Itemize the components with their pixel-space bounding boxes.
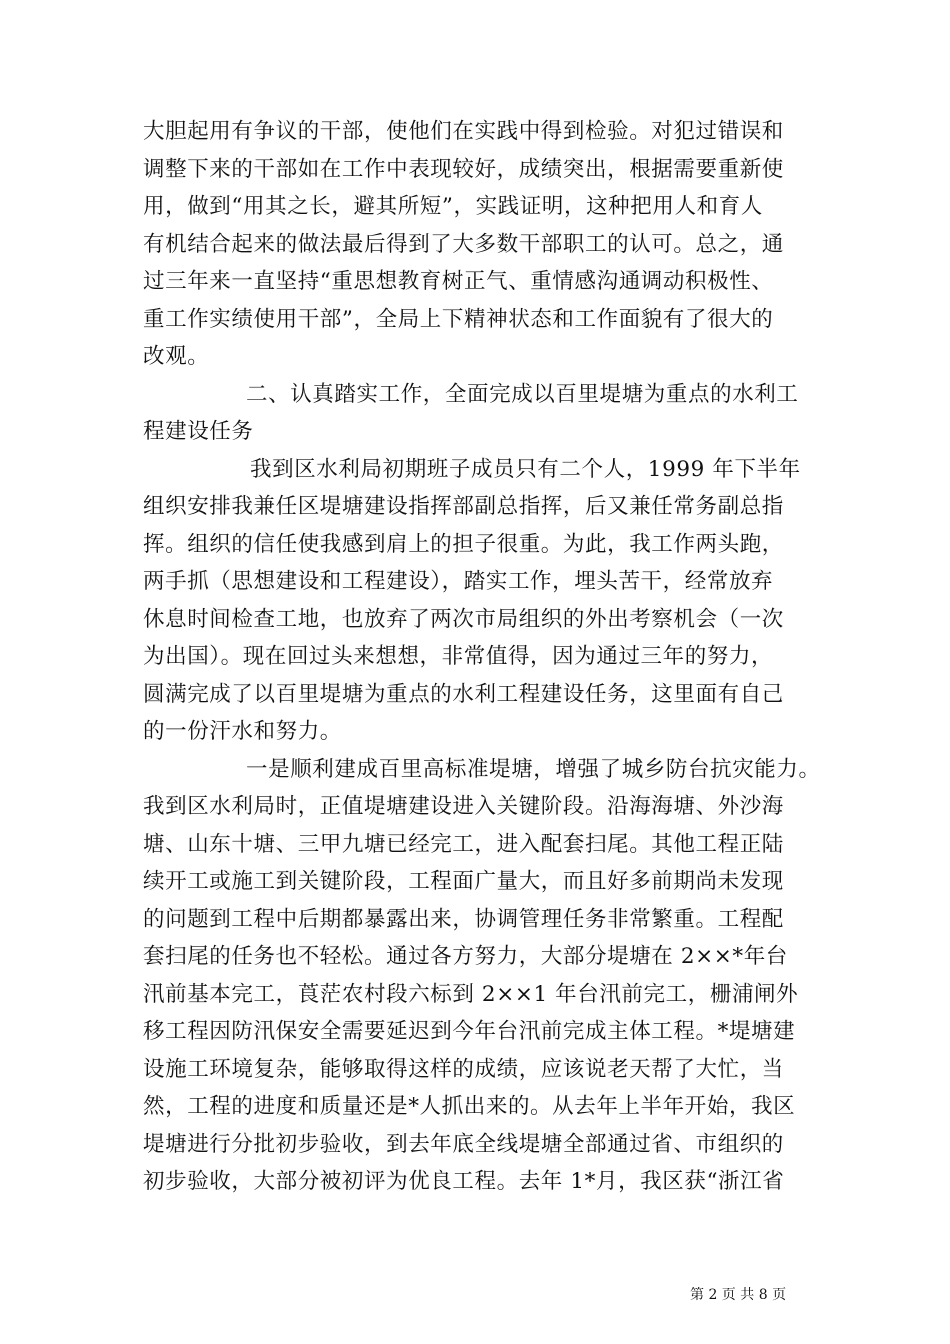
text-line: 挥。组织的信任使我感到肩上的担子很重。为此，我工作两头跑，	[143, 532, 784, 557]
text-line: 我到区水利局时，正值堤塘建设进入关键阶段。沿海海塘、外沙海	[143, 794, 784, 819]
text-line: 调整下来的干部如在工作中表现较好，成绩突出，根据需要重新使	[143, 157, 784, 182]
text-line: 初步验收，大部分被初评为优良工程。去年 1*月，我区获“浙江省	[143, 1169, 785, 1194]
text-line: 用，做到“用其之长，避其所短”，实践证明，这种把用人和育人	[143, 194, 763, 219]
text-line: 的问题到工程中后期都暴露出来，协调管理任务非常繁重。工程配	[143, 907, 784, 932]
text-line: 汛前基本完工，莨茫农村段六标到 2××1 年台汛前完工，栅浦闸外	[143, 982, 799, 1007]
paragraph-start: 我到区水利局初期班子成员只有二个人，1999 年下半年	[250, 457, 801, 482]
section-heading: 二、认真踏实工作，全面完成以百里堤塘为重点的水利工	[246, 382, 799, 407]
text-line: 为出国）。现在回过头来想想，非常值得，因为通过三年的努力，	[143, 644, 774, 669]
text-line: 组织安排我兼任区堤塘建设指挥部副总指挥，后又兼任常务副总指	[143, 494, 784, 519]
text-line: 大胆起用有争议的干部，使他们在实践中得到检验。对犯过错误和	[143, 119, 784, 144]
text-line: 堤塘进行分批初步验收，到去年底全线堤塘全部通过省、市组织的	[143, 1132, 784, 1157]
text-line: 塘、山东十塘、三甲九塘已经完工，进入配套扫尾。其他工程正陆	[143, 832, 784, 857]
text-line: 然，工程的进度和质量还是*人抓出来的。从去年上半年开始，我区	[143, 1094, 796, 1119]
section-heading-continued: 程建设任务	[143, 419, 254, 444]
text-line: 重工作实绩使用干部”，全局上下精神状态和工作面貌有了很大的	[143, 307, 774, 332]
text-line: 续开工或施工到关键阶段，工程面广量大，而且好多前期尚未发现	[143, 869, 784, 894]
text-line: 设施工环境复杂，能够取得这样的成绩，应该说老天帮了大忙，当	[143, 1057, 784, 1082]
text-line: 套扫尾的任务也不轻松。通过各方努力，大部分堤塘在 2××*年台	[143, 944, 788, 969]
text-line: 改观。	[143, 344, 210, 369]
page-footer: 第 2 页 共 8 页	[690, 1287, 787, 1303]
paragraph-start: 一是顺利建成百里高标准堤塘，增强了城乡防台抗灾能力。	[246, 757, 821, 782]
text-line: 两手抓（思想建设和工程建设），踏实工作，埋头苦干，经常放弃	[143, 569, 774, 594]
text-line: 休息时间检查工地，也放弃了两次市局组织的外出考察机会（一次	[143, 607, 784, 632]
text-line: 过三年来一直坚持“重思想教育树正气、重情感沟通调动积极性、	[143, 269, 774, 294]
text-line: 有机结合起来的做法最后得到了大多数干部职工的认可。总之，通	[143, 232, 784, 257]
text-line: 圆满完成了以百里堤塘为重点的水利工程建设任务，这里面有自己	[143, 682, 784, 707]
text-line: 移工程因防汛保安全需要延迟到今年台汛前完成主体工程。*堤塘建	[143, 1019, 796, 1044]
text-line: 的一份汗水和努力。	[143, 719, 342, 744]
